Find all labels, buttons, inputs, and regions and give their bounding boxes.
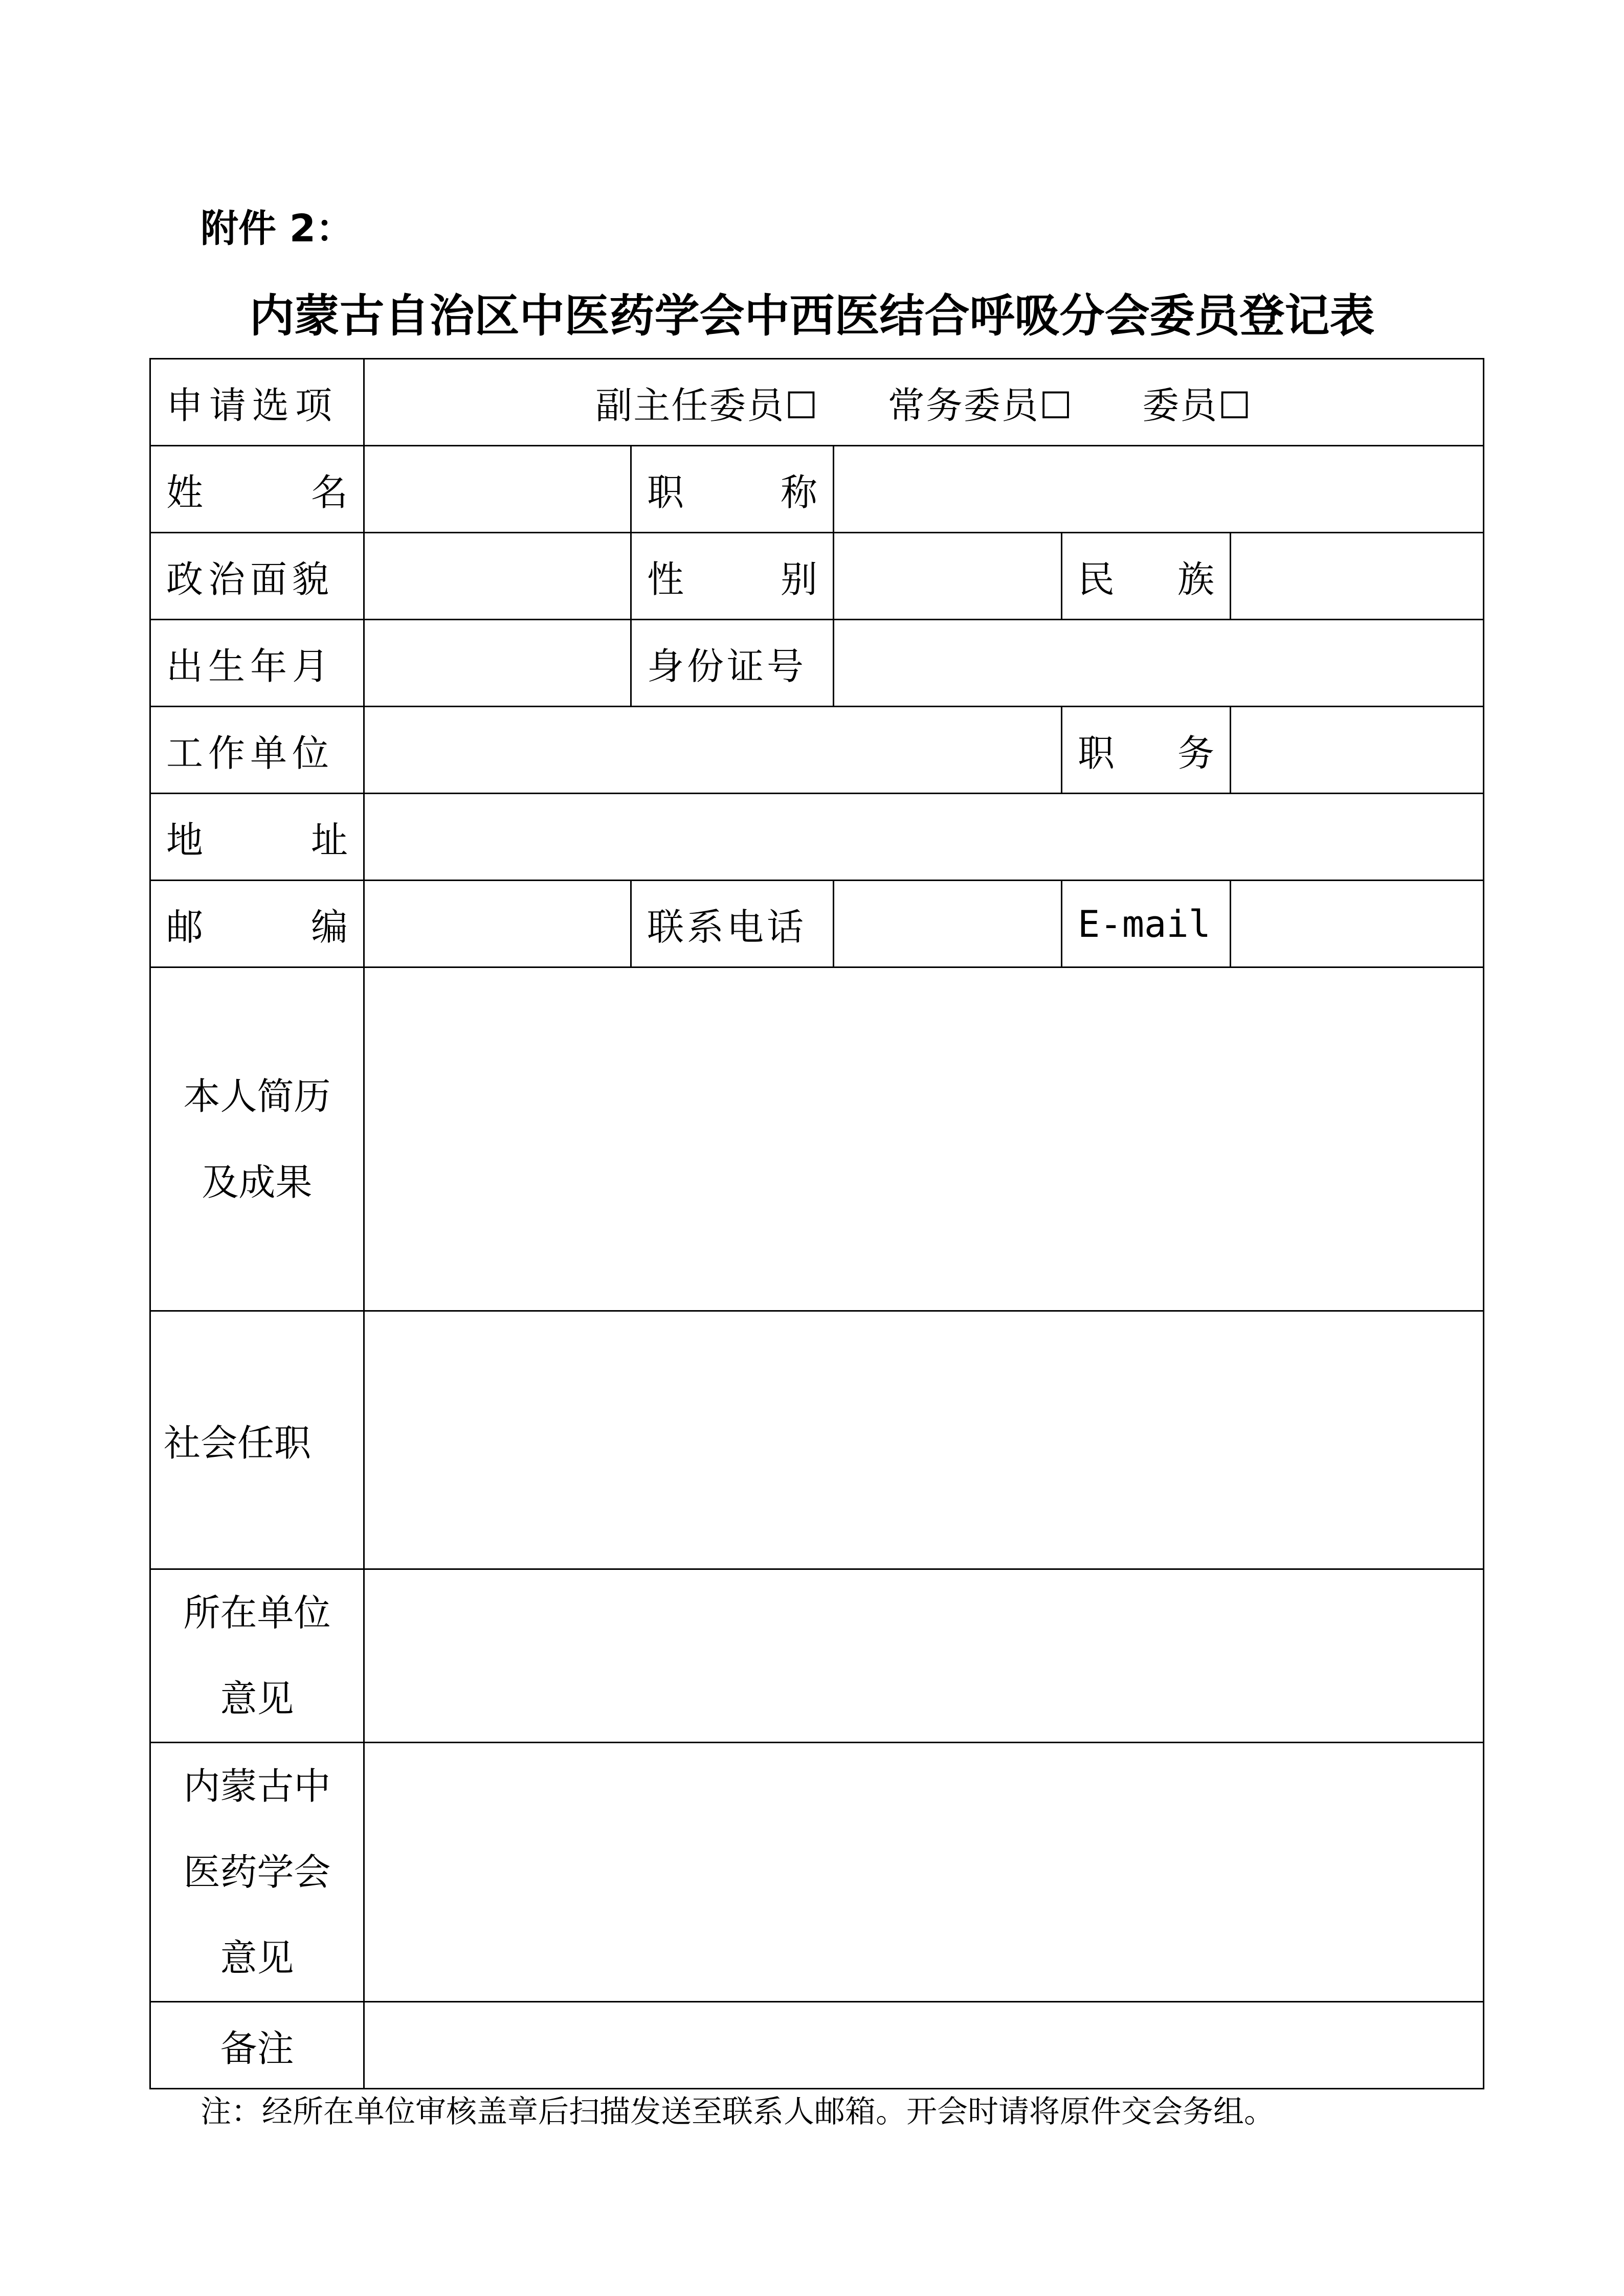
title-label-char: 职 xyxy=(647,470,684,514)
row-name xyxy=(150,446,1484,533)
position-label xyxy=(1078,724,1214,777)
postcode-label-char: 编 xyxy=(310,905,348,949)
birth-field[interactable] xyxy=(364,620,631,707)
name-label-char: 姓 xyxy=(166,470,204,514)
row-birth xyxy=(150,620,1484,707)
ethnicity-label-cell xyxy=(1062,533,1231,620)
resume-label-line2: 及成果 xyxy=(202,1160,313,1204)
apply-option-label xyxy=(150,359,364,446)
title-field[interactable] xyxy=(834,446,1484,533)
address-label-char: 址 xyxy=(310,818,348,862)
unit-opinion-line2: 意见 xyxy=(220,1677,294,1720)
gender-label-char: 别 xyxy=(780,557,817,601)
position-label-char: 务 xyxy=(1177,731,1214,775)
postcode-field[interactable] xyxy=(364,881,631,967)
row-postcode xyxy=(150,881,1484,967)
assoc-opinion-label-cell xyxy=(150,1743,364,2002)
title-label xyxy=(647,463,817,516)
name-field[interactable] xyxy=(364,446,631,533)
resume-label-cell xyxy=(150,967,364,1311)
name-label-char: 名 xyxy=(310,470,348,514)
assoc-opinion-field[interactable] xyxy=(364,1743,1484,2002)
row-resume xyxy=(150,967,1484,1311)
unit-opinion-field[interactable] xyxy=(364,1569,1484,1743)
politics-label: 政治面貌 xyxy=(150,533,364,620)
address-label-cell xyxy=(150,794,364,881)
unit-opinion-label-cell xyxy=(150,1569,364,1743)
email-label: E-mail xyxy=(1062,881,1231,967)
title-label-char: 称 xyxy=(780,470,817,514)
apply-option-choices xyxy=(364,359,1484,446)
footer-note: 注：经所在单位审核盖章后扫描发送至联系人邮箱。开会时请将原件交会务组。 xyxy=(201,2094,1275,2130)
address-field[interactable] xyxy=(364,794,1484,881)
remarks-field[interactable] xyxy=(364,2002,1484,2089)
social-field[interactable] xyxy=(364,1311,1484,1569)
ethnicity-field[interactable] xyxy=(1231,533,1484,620)
address-label-char: 地 xyxy=(166,818,204,862)
resume-label-line1: 本人简历 xyxy=(183,1074,331,1118)
address-label xyxy=(166,811,348,864)
name-label-cell xyxy=(150,446,364,533)
ethnicity-label-char: 族 xyxy=(1177,557,1214,601)
birth-label: 出生年月 xyxy=(150,620,364,707)
row-social xyxy=(150,1311,1484,1569)
workplace-label: 工作单位 xyxy=(150,707,364,794)
registration-form xyxy=(149,358,1484,2089)
position-label-cell xyxy=(1062,707,1231,794)
row-remarks xyxy=(150,2002,1484,2089)
workplace-field[interactable] xyxy=(364,707,1062,794)
title-label-cell xyxy=(631,446,834,533)
name-label xyxy=(166,463,348,516)
resume-field[interactable] xyxy=(364,967,1484,1311)
phone-field[interactable] xyxy=(834,881,1062,967)
postcode-label xyxy=(166,897,348,951)
form-title: 内蒙古自治区中医药学会中西医结合呼吸分会委员登记表 xyxy=(249,289,1375,342)
gender-label-char: 性 xyxy=(647,557,684,601)
row-workplace xyxy=(150,707,1484,794)
unit-opinion-line1: 所在单位 xyxy=(183,1591,331,1634)
postcode-label-cell xyxy=(150,881,364,967)
option-vice-director-checkbox[interactable]: 副主任委员☐ xyxy=(595,384,819,427)
gender-field[interactable] xyxy=(834,533,1062,620)
option-member-checkbox[interactable]: 委员☐ xyxy=(1142,384,1252,427)
option-standing-member-checkbox[interactable]: 常务委员☐ xyxy=(887,384,1074,427)
social-label: 社会任职 xyxy=(150,1311,364,1569)
id-field[interactable] xyxy=(834,620,1484,707)
ethnicity-label xyxy=(1078,550,1214,603)
phone-label: 联系电话 xyxy=(631,881,834,967)
ethnicity-label-char: 民 xyxy=(1078,557,1115,601)
remarks-label: 备注 xyxy=(150,2002,364,2089)
position-field[interactable] xyxy=(1231,707,1484,794)
gender-label-cell xyxy=(631,533,834,620)
apply-option-text: 申请选项 xyxy=(166,384,339,427)
row-apply-option xyxy=(150,359,1484,446)
row-assoc-opinion xyxy=(150,1743,1484,2002)
position-label-char: 职 xyxy=(1078,731,1115,775)
email-field[interactable] xyxy=(1231,881,1484,967)
gender-label xyxy=(647,550,817,603)
assoc-opinion-line2: 医药学会 xyxy=(183,1851,331,1894)
row-unit-opinion xyxy=(150,1569,1484,1743)
id-label: 身份证号 xyxy=(631,620,834,707)
row-address xyxy=(150,794,1484,881)
assoc-opinion-line1: 内蒙古中 xyxy=(183,1765,331,1808)
row-politics xyxy=(150,533,1484,620)
assoc-opinion-line3: 意见 xyxy=(220,1937,294,1979)
attachment-label: 附件 2： xyxy=(201,207,354,251)
postcode-label-char: 邮 xyxy=(166,905,204,949)
politics-field[interactable] xyxy=(364,533,631,620)
